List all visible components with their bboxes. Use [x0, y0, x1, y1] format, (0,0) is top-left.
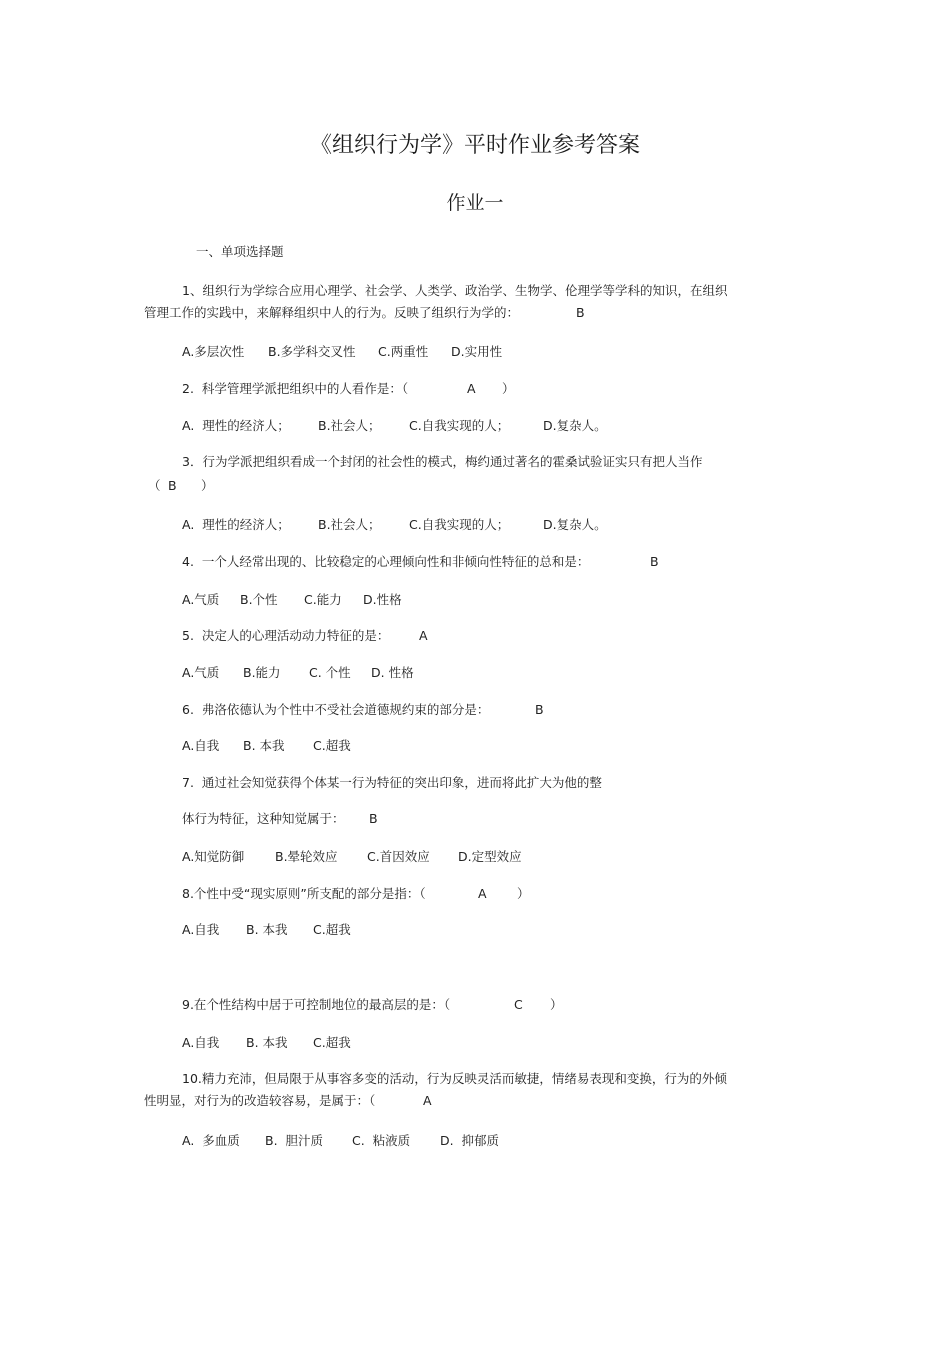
question-1-option-c: C.两重性: [378, 344, 429, 359]
question-9-option-b: B. 本我: [246, 1035, 288, 1050]
question-9-answer: C: [514, 997, 523, 1012]
question-3-option-d: D.复杂人。: [543, 517, 607, 532]
question-8-option-a: A.自我: [182, 922, 220, 937]
question-9-option-c: C.超我: [313, 1035, 351, 1050]
question-7-answer: B: [369, 811, 378, 826]
question-3-open-paren: （: [148, 478, 161, 493]
question-8-close-paren: ）: [517, 886, 530, 901]
question-3-text: 3．行为学派把组织看成一个封闭的社会性的模式，梅约通过著名的霍桑试验证实只有把人当作: [182, 454, 703, 469]
question-9-text: 9.在个性结构中居于可控制地位的最高层的是：（: [182, 997, 451, 1012]
question-8-text: 8.个性中受“现实原则”所支配的部分是指：（: [182, 886, 426, 901]
question-6-text: 6. 弗洛依德认为个性中不受社会道德规约束的部分是：: [182, 702, 490, 717]
question-7-option-b: B.晕轮效应: [275, 849, 338, 864]
question-1-text-cont: 管理工作的实践中，来解释组织中人的行为。反映了组织行为学的：: [144, 305, 520, 320]
question-2-option-d: D.复杂人。: [543, 418, 607, 433]
question-5-option-b: B.能力: [243, 665, 281, 680]
question-6-option-a: A.自我: [182, 738, 220, 753]
question-7-option-d: D.定型效应: [458, 849, 522, 864]
document-title: 《组织行为学》平时作业参考答案: [309, 133, 640, 158]
question-4-option-b: B.个性: [240, 592, 278, 607]
question-3-option-c: C.自我实现的人；: [409, 517, 510, 532]
question-7-option-c: C.首因效应: [367, 849, 430, 864]
question-10-text: 10.精力充沛，但局限于从事容多变的活动，行为反映灵活而敏捷，情绪易表现和变换，行为的外倾: [182, 1071, 727, 1086]
question-1-option-b: B.多学科交叉性: [268, 344, 356, 359]
section-heading: 一、单项选择题: [196, 244, 284, 259]
question-4-option-a: A.气质: [182, 592, 220, 607]
question-2-option-b: B.社会人；: [318, 418, 381, 433]
question-7-text-cont: 体行为特征，这种知觉属于：: [182, 811, 345, 826]
question-10-answer: A: [423, 1093, 432, 1108]
question-8-answer: A: [478, 886, 487, 901]
question-7-option-a: A.知觉防御: [182, 849, 245, 864]
question-2-answer: A: [467, 381, 476, 396]
question-6-answer: B: [535, 702, 544, 717]
question-3-option-a: A. 理性的经济人；: [182, 517, 290, 532]
document-subtitle: 作业一: [446, 192, 504, 214]
question-2-option-c: C.自我实现的人；: [409, 418, 510, 433]
question-5-option-c: C. 个性: [309, 665, 351, 680]
question-10-option-a: A. 多血质: [182, 1133, 240, 1148]
question-9-close-paren: ）: [550, 997, 563, 1012]
question-2-close-paren: ）: [502, 381, 515, 396]
question-4-option-c: C.能力: [304, 592, 342, 607]
question-1-text: 1、组织行为学综合应用心理学、社会学、人类学、政治学、生物学、伦理学等学科的知识，在组织: [182, 283, 728, 298]
question-5-text: 5. 决定人的心理活动动力特征的是：: [182, 628, 390, 643]
question-7-text: 7. 通过社会知觉获得个体某一行为特征的突出印象，进而将此扩大为他的整: [182, 775, 602, 790]
question-4-text: 4. 一个人经常出现的、比较稳定的心理倾向性和非倾向性特征的总和是：: [182, 554, 590, 569]
question-6-option-c: C.超我: [313, 738, 351, 753]
question-5-option-a: A.气质: [182, 665, 220, 680]
question-8-option-c: C.超我: [313, 922, 351, 937]
question-9-option-a: A.自我: [182, 1035, 220, 1050]
question-10-option-d: D. 抑郁质: [440, 1133, 500, 1148]
question-5-answer: A: [419, 628, 428, 643]
question-4-answer: B: [650, 554, 659, 569]
question-2-option-a: A. 理性的经济人；: [182, 418, 290, 433]
question-5-option-d: D. 性格: [371, 665, 414, 680]
question-3-close-paren: ）: [201, 478, 214, 493]
question-3-answer: B: [168, 478, 177, 493]
question-8-option-b: B. 本我: [246, 922, 288, 937]
question-10-option-b: B. 胆汁质: [265, 1133, 323, 1148]
question-2-text: 2. 科学管理学派把组织中的人看作是：（: [182, 381, 409, 396]
question-10-option-c: C. 粘液质: [352, 1133, 411, 1148]
question-1-option-a: A.多层次性: [182, 344, 245, 359]
question-1-answer: B: [576, 305, 585, 320]
question-3-option-b: B.社会人；: [318, 517, 381, 532]
question-4-option-d: D.性格: [363, 592, 402, 607]
question-1-option-d: D.实用性: [451, 344, 503, 359]
question-10-text-cont: 性明显，对行为的改造较容易，是属于：（: [144, 1093, 376, 1108]
question-6-option-b: B. 本我: [243, 738, 285, 753]
